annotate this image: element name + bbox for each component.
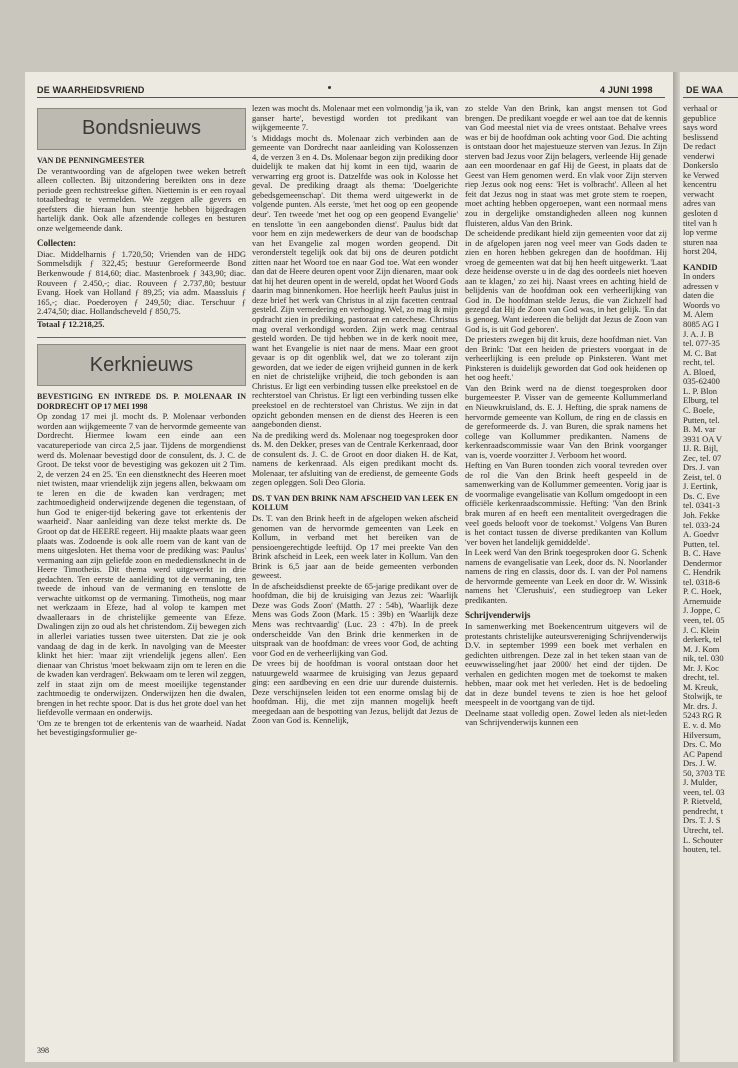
next-page-line: daten die: [683, 291, 714, 301]
next-page-line: B. C. Have: [683, 549, 721, 559]
next-page-line: adres van: [683, 199, 716, 209]
next-page-line: verwacht: [683, 189, 715, 199]
next-page-line: In onders: [683, 272, 715, 282]
col3-paragraph: zo stelde Van den Brink, kan angst mensen tot God brengen. De predikant voegde er wel aan toe dat de kennis van God meestal niet via de vrees ontstaat. Behalve vrees was er bij de hoofdman ook achting voor God. Die achting is ontstaan door het majestueuze sterven van Jezus. In Zijn sterven bad Jezus voor Zijn belagers, verleende Hij genade aan een moordenaar en gaf Hij de Geest, in plaats dat de Geest van Hem genomen werd. En vlak voor Zijn sterven riep Jezus ook nog eens: 'Het is volbracht'. Alleen al het feit dat Jezus nog in staat was met grote stem te roepen, moet achting hebben opgeroepen, want een normaal mens zou in dergelijke omstandigheden alleen nog kunnen fluisteren, aldus Van den Brink.: [465, 104, 667, 228]
next-page-line: 8085 AG I: [683, 320, 719, 330]
bevestiging-paragraph: 'Om ze te brengen tot de erkentenis van de waarheid. Nadat het bevestigingsformulier ge-: [37, 717, 246, 738]
van-den-brink-heading: DS. T VAN DEN BRINK NAM AFSCHEID VAN LEEK EN KOLLUM: [252, 493, 458, 513]
kerknieuws-banner: Kerknieuws: [37, 344, 246, 386]
next-page-line: sturen naa: [683, 237, 718, 247]
next-page-line: M. Kreuk,: [683, 682, 719, 692]
next-page-line: J. Eertink,: [683, 482, 718, 492]
next-page-line: veen, tel. 03: [683, 787, 725, 797]
next-page-line: C. Boele,: [683, 405, 715, 415]
next-page-header: DE WAA: [686, 85, 724, 95]
next-page-line: Drs. J. W.: [683, 759, 717, 769]
col3-paragraph: Hefting en Van Buren toonden zich vooral tevreden over de rol die Van den Brink heeft gespeeld in de samenwerking van de Kollummer gemeenten. Vorig jaar is de voormalige evangelisatie van Kollum omgedoopt in een officiële kerkenraadscommissie. Hefting: 'Van den Brink brak muren af en heeft een mentaliteit overgedragen die veel goeds belooft voor de toekomst.' Volgens Van Buren is het contact tussen de diverse predikanten van Kollum 'ver boven het landelijk gemiddelde'.: [465, 460, 667, 547]
next-page-line: verhaal or: [683, 104, 718, 113]
next-page-line: 5243 RG R: [683, 711, 722, 721]
next-page-line: gesloten d: [683, 209, 718, 219]
next-page-line: Utrecht, tel.: [683, 826, 724, 836]
next-page-line: Donkerslo: [683, 161, 719, 171]
col3-paragraph: In Leek werd Van den Brink toegesproken door G. Schenk namens de evangelisatie van Leek, door ds. N. Noorlander namens de ring en classis, door ds. I. van der Pol namens de hervormde gemeente van Leek en door dr. W. Wissink namens het 'Clerushuis', een studiegroep van Leker predikanten.: [465, 547, 667, 605]
bevestiging-heading: BEVESTIGING EN INTREDE DS. P. MOLENAAR IN DORDRECHT OP 17 MEI 1998: [37, 392, 246, 411]
next-page-line: M. C. Bat: [683, 348, 717, 358]
next-page-column: [683, 104, 738, 855]
next-page-line: Elburg, tel: [683, 396, 719, 406]
next-page-line: houten, tel.: [683, 845, 722, 855]
running-header-title: DE WAARHEIDSVRIEND: [37, 85, 145, 95]
next-page-line: tel. 077-35: [683, 339, 720, 349]
next-page-line: IJ. R. Bijl,: [683, 444, 719, 454]
col2-paragraph: Na de prediking werd ds. Molenaar nog toegesproken door ds. M. den Dekker, preses van de Centrale Kerkenraad, door de consulent ds. J. C. de Groot en door diaken H. de Kat, namens de kerkenraad. Als eigen predikant mocht ds. Molenaar, ter afsluiting van de eredienst, de gemeente Gods zegen opleggen. Soli Deo Gloria.: [252, 429, 458, 488]
penningmeester-heading: VAN DE PENNINGMEESTER: [37, 156, 145, 165]
next-page-line: P. Rietveld,: [683, 797, 722, 807]
col3-paragraph: De scheidende predikant hield zijn gemeenten voor dat zij in de afgelopen jaren nog veel meer van Gods daden te zien en horen hebben gekregen dan de hoofdman. Hij vroeg de gemeenten wat dat bij hen heeft uitgewerkt. 'Laat deze heidense overste u in de dag des oordeels niet hoeven aan te klagen,' zo zei hij. Naast vrees en achting hield de belijdenis van de hoofdman ook een verheerlijking van God in. De hoofdman stelde Jezus, die van Zichzelf had gezegd dat Hij de Zoon van God was, in het gelijk. 'En dat is genoeg. Want iedereen die belijdt dat Jezus de Zoon van God is, is uit God geboren'.: [465, 228, 667, 334]
next-page-line: AC Papend: [683, 749, 722, 759]
next-page-line: A. Goedvr: [683, 530, 719, 540]
next-page-line: veen, tel. 05: [683, 615, 725, 625]
next-page-line: De redact: [683, 142, 716, 152]
col2-paragraph: De vrees bij de hoofdman is vooral ontstaan door het natuurgeweld waarmee de kruisiging van Jezus gepaard ging: een aardbeving en een drie uur durende duisternis. Deze verschijnselen leiden tot een enorme omslag bij de hoofdman. Hij, die met zijn mannen mogelijk heeft meegedaan aan de bespotting van Jezus, belijdt dat Jezus de Zoon van God is. Kennelijk,: [252, 658, 458, 726]
next-page-line: P. C. Hoek,: [683, 587, 722, 597]
next-page-line: Dendermor: [683, 558, 722, 568]
next-page-line: A. Bloed,: [683, 367, 716, 377]
next-page-line: recht, tel.: [683, 358, 715, 368]
next-page-line: ke Verwed: [683, 170, 719, 180]
next-page-line: tel. 0341-3: [683, 501, 720, 511]
next-page-header-rule: [683, 97, 738, 98]
next-page-line: nik, tel. 030: [683, 654, 724, 664]
next-page-line: L. Schouter: [683, 835, 723, 845]
next-page-line: kencentru: [683, 180, 717, 190]
next-page-line: says word: [683, 123, 718, 133]
next-page-line: J. Mulder,: [683, 778, 718, 788]
next-page-line: horst 204,: [683, 247, 717, 257]
next-page-line: Hilversum,: [683, 730, 722, 740]
next-page-line: Putten, tel.: [683, 415, 720, 425]
next-page-line: 50, 3703 TE: [683, 768, 726, 778]
collecten-total: Totaal ƒ 12.218,25.: [37, 318, 105, 329]
header-bullet: [328, 86, 331, 89]
next-page-line: Putten, tel.: [683, 539, 720, 549]
next-page-line: KANDID: [683, 262, 718, 272]
next-page-line: Mr. drs. J.: [683, 701, 718, 711]
header-rule: [37, 97, 665, 98]
next-page-line: Joh. Fekke: [683, 510, 720, 520]
column-1: [37, 104, 246, 1039]
col2-paragraph: In de afscheidsdienst preekte de 65-jarige predikant over de hoofdman, die bij de kruisiging van Jezus zei: 'Waarlijk Deze was Gods Zoon' (Matth. 27 : 54b), 'Waarlijk deze Mens was Gods Zoon (Mark. 15 : 39b) en 'Waarlijk deze Mens was rechtvaardig' (Luc. 23 : 47b). In de preek onderscheidde Van den Brink drie kenmerken in de uitspraak van de hoofdman: de vrees voor God, de achting voor God en de verheerlijking van God.: [252, 580, 458, 658]
next-page-line: Ds. C. Eve: [683, 491, 720, 501]
col3-paragraph: De priesters zwegen bij dit kruis, deze hoofdman niet. Van den Brink: 'Dat een heiden de priesters voorgaat in de verheerlijking is een prelude op Pinksteren. Want met Pinksteren is duidelijk geworden dat God ook heidenen op het oog heeft.': [465, 334, 667, 383]
next-page-line: tel. 033-24: [683, 520, 720, 530]
section-divider: [37, 337, 246, 338]
next-page-line: Arnemuide: [683, 596, 722, 606]
next-page-line: pendrecht, t: [683, 806, 724, 816]
collecten-list: Diac. Middelharnis ƒ 1.720,50; Vrienden van de HDG Sommelsdijk ƒ 322,45; bestuur Gereformeerde Bond Berkenwoude ƒ 814,60; diac. Mastenbroek ƒ 343,90; diac. Rouveen ƒ 2.450,-; diac. Rouveen ƒ 2.737,80; bestuur Evang. Hoek van Holland ƒ 89,25; via adm. Maassluis ƒ 165,-; diac. Poederoyen ƒ 249,50; diac. Terschuur ƒ 2.474,50; diac. Hollandscheveld ƒ 850,75.: [37, 248, 246, 317]
next-page-line: 3931 OA V: [683, 434, 723, 444]
column-2: [252, 104, 458, 1039]
col2-paragraph: 's Middags mocht ds. Molenaar zich verbinden aan de gemeente van Dordrecht naar aanleiding van Kolossenzen 4, de verzen 3 en 4. Ds. Molenaar begon zijn prediking door duidelijk te maken dat hij komt in een tijd, waarin de verwarring erg groot is. Datzelfde was ook in Kolosse het geval. De prediking draagt als thema: 'Doelgerichte gebedsgemeenschap'. Dit thema werd uitgewerkt in de volgende punten. Als eerste, 'met het oog op een geopende deur'. Ten tweede 'met het oog op een geopend Evangelie' en tenslotte 'in een aangebonden dienst'. Paulus bidt dat voor hem en zijn medewerkers de deur van de boodschap van het Evangelie zal mogen worden geopend. Dit veronderstelt tegelijk ook dat bij ons de deuren potdicht zitten naar het Woord toe en naar God toe. Wat een wonder dan dat de Heere deuren opent voor Zijn dienaren, maar ook dat hij het deuren opent in de wereld, opdat het Woord Gods daarin mag binnenkomen. Hoe heerlijk heeft Paulus juist in deze brief het werk van Christus in al zijn facetten centraal gesteld. Zijn vernedering en verhoging. Wel, zo mag ik mijn opdracht zien in prediking, pastoraat en catechese. Christus mag overal verkondigd worden. Zijn werk mag centraal gesteld worden. De tijd hebben we in de kerk nooit mee, want het Evangelie is niet naar de mens. Maar een groot gevaar is op dit ogenblik wel, dat we zo tolerant zijn geworden, dat we ieder de eigen vrijheid gunnen in de kerk en niet de christelijke vrijheid, die toch gebonden is aan Christus. Er ligt een verbinding tussen elke preekstoel en de rechterstoel van Christus. Er ligt een verbinding tussen elke preekstoel en de rechterstoel van Christus. We zijn in dat opzicht gebonden mensen en de dienst des Heeren is een aangebonden dienst.: [252, 132, 458, 430]
next-page-line: L. P. Blon: [683, 386, 718, 396]
running-header-date: 4 JUNI 1998: [600, 85, 653, 95]
next-page-line: M. Alem: [683, 310, 714, 320]
next-page-line: B. M. var: [683, 425, 716, 435]
next-page-line: E. v. d. Mo: [683, 721, 721, 730]
next-page-line: gepublice: [683, 113, 717, 123]
next-page-line: J. C. Klein: [683, 625, 720, 635]
schrijvenderwijs-heading: Schrijvenderwijs: [465, 610, 531, 621]
col2-paragraph: lezen was mocht ds. Molenaar met een volmondig 'ja ik, van ganser harte', bevestigd worden tot predikant van wijkgemeente 7.: [252, 104, 458, 133]
next-page-line: Zec, tel. 07: [683, 453, 722, 463]
col3-paragraph: Deelname staat volledig open. Zowel leden als niet-leden van Schrijvenderwijs kunnen een: [465, 707, 667, 728]
page-number: 398: [37, 1046, 49, 1055]
next-page-line: Woords vo: [683, 300, 720, 310]
next-page-line: J. Joppe, C: [683, 606, 721, 616]
next-page-line: tel. 0318-6: [683, 577, 720, 587]
col2-paragraph: Ds. T. van den Brink heeft in de afgelopen weken afscheid genomen van de hervormde gemeenten van Leek en Kollum, in verband met het bereiken van de pensioengerechtigde leeftijd. Op 17 mei preekte Van den Brink afscheid in Leek, een week later in Kollum. Van den Brink is 6,5 jaar aan de beide gemeenten verbonden geweest.: [252, 512, 458, 581]
col3-paragraph: In samenwerking met Boekencentrum uitgevers wil de protestants christelijke auteursvereniging Schrijvenderwijs D.V. in september 1999 een boek met verhalen en gedichten uitbrengen. Deze zal in het teken staan van de eeuwwisseling/het jaar 2000/ het eind der tijden. De verhalen en gedichten mogen met de toekomst te maken hebben, maar ook met het verleden. Het is de bedoeling dat in deze bundel tevens te zien is hoe het geloof meespeelt in de voortgang van de tijd.: [465, 620, 667, 708]
next-page-line: lop verme: [683, 228, 718, 238]
next-page-line: Mr. J. Koc: [683, 663, 719, 673]
next-page-line: Drs. C. Mo: [683, 740, 722, 750]
next-page-line: venderwi: [683, 151, 715, 161]
next-page-line: C. Hendrik: [683, 568, 721, 578]
next-page-line: derkerk, tel: [683, 635, 722, 645]
penningmeester-intro: De verantwoording van de afgelopen twee weken betreft alleen collecten. Bij uitzondering bereikten ons in deze periode geen rechtstreekse giften. Niettemin is er een royaal totaalbedrag te vermelden. We zeggen alle gevers en geefsters die hieraan hun steentje hebben bijgedragen hartelijk dank. Ook alle afzendende colleges en besturen onze welgemeende dank.: [37, 165, 246, 233]
page-gutter: [673, 72, 680, 1062]
next-page-line: drecht, tel.: [683, 673, 720, 683]
next-page-line: Stolwijk, te: [683, 692, 723, 702]
next-page-line: Drs. J. van: [683, 463, 720, 473]
collecten-title: Collecten:: [37, 238, 76, 249]
next-page-line: Zeist, tel. 0: [683, 472, 722, 482]
next-page-line: titel van h: [683, 218, 717, 228]
next-page-line: adressen v: [683, 281, 719, 291]
next-page-line: beslissend: [683, 132, 718, 142]
column-3: [465, 104, 667, 1039]
next-page-line: J. A. J. B: [683, 329, 714, 339]
next-page-line: 035-62400: [683, 377, 720, 387]
next-page-line: Drs. T. J. S: [683, 816, 721, 826]
next-page-line: M. J. Kom: [683, 644, 720, 654]
bondsnieuws-banner: Bondsnieuws: [37, 108, 246, 150]
bevestiging-paragraph: Op zondag 17 mei jl. mocht ds. P. Molenaar verbonden worden aan wijkgemeente 7 van de hervormde gemeente van Dordrecht. Hiermee kwam een einde aan een vacatureperiode van circa 2,5 jaar. Tijdens de morgendienst werd ds. Molenaar bevestigd door de consulent, ds. J. C. de Groot. De tekst voor de bevestiging was gekozen uit 2 Tim. 2, de verzen 24 en 25. 'En een dienstknecht des Heeren moet niet twisten, maar vriendelijk zijn jegens allen, bekwaam om te leren en die de kwaden kan verdragen; met zachtmoedigheid onderwijzende degenen die tegenstaan, of hun God te eniger-tijd bekering gave tot erkentenis der waarheid'. Naar aanleiding van deze tekst merkte ds. De Groot op dat de HEERE regeert. Hij maakte plaats waar geen plaats was. Zodoende is ook alle roem van de kant van de mens uitgesloten. Het thema voor de prediking was: Paulus' vermaning aan zijn geliefde zoon en mededienstknecht in de Heere Timotheüs. Dit thema werd uitgewerkt in drie gedachten. Ten eerste de aanleiding tot de vermaning, ten tweede de inhoud van de vermaning en tenslotte de verwachte uitkomst op de vermaning. Timotheüs, nog maar net werkzaam in Efeze, had al volop te kampen met dwaalleraars in de christelijke gemeente van Efeze. Dwalingen zijn zo oud als het christendom. Zij bewegen zich in allerlei variaties tussen twee uitersten. Dat zie je ook vandaag de dag in de kerk. In navolging van de Meester klinkt het hier: 'maar zijt vriendelijk jegens allen'. Een dienaar van Christus 'moet bekwaam zijn om te leren en die de kwaden kan verdragen'. Bekwaam om te leren wil zeggen, zelf in staat zijn om de meest moeilijke tegenstander zachtmoedig te onderwijzen. Onderwijzen hen die dwalen, brengen in het rechte spoor. Dat is dus het grote doel van het liefdevolle vermaan en onderwijs.: [37, 411, 246, 718]
col3-paragraph: Van den Brink werd na de dienst toegesproken door burgemeester P. Visser van de gemeente Kollummerland en Nieuwkruisland, ds. E. J. Hefting, die sprak namens de hervormde gemeente van Kollum, de ring en de classis en de gereformeerde ds. J. van Buren, die sprak namens het college van Kollummer predikanten. Namens de kerkenraadscommissie waar Van den Brink voorganger van is, voerde voorzitter J. Verboom het woord.: [465, 382, 667, 460]
